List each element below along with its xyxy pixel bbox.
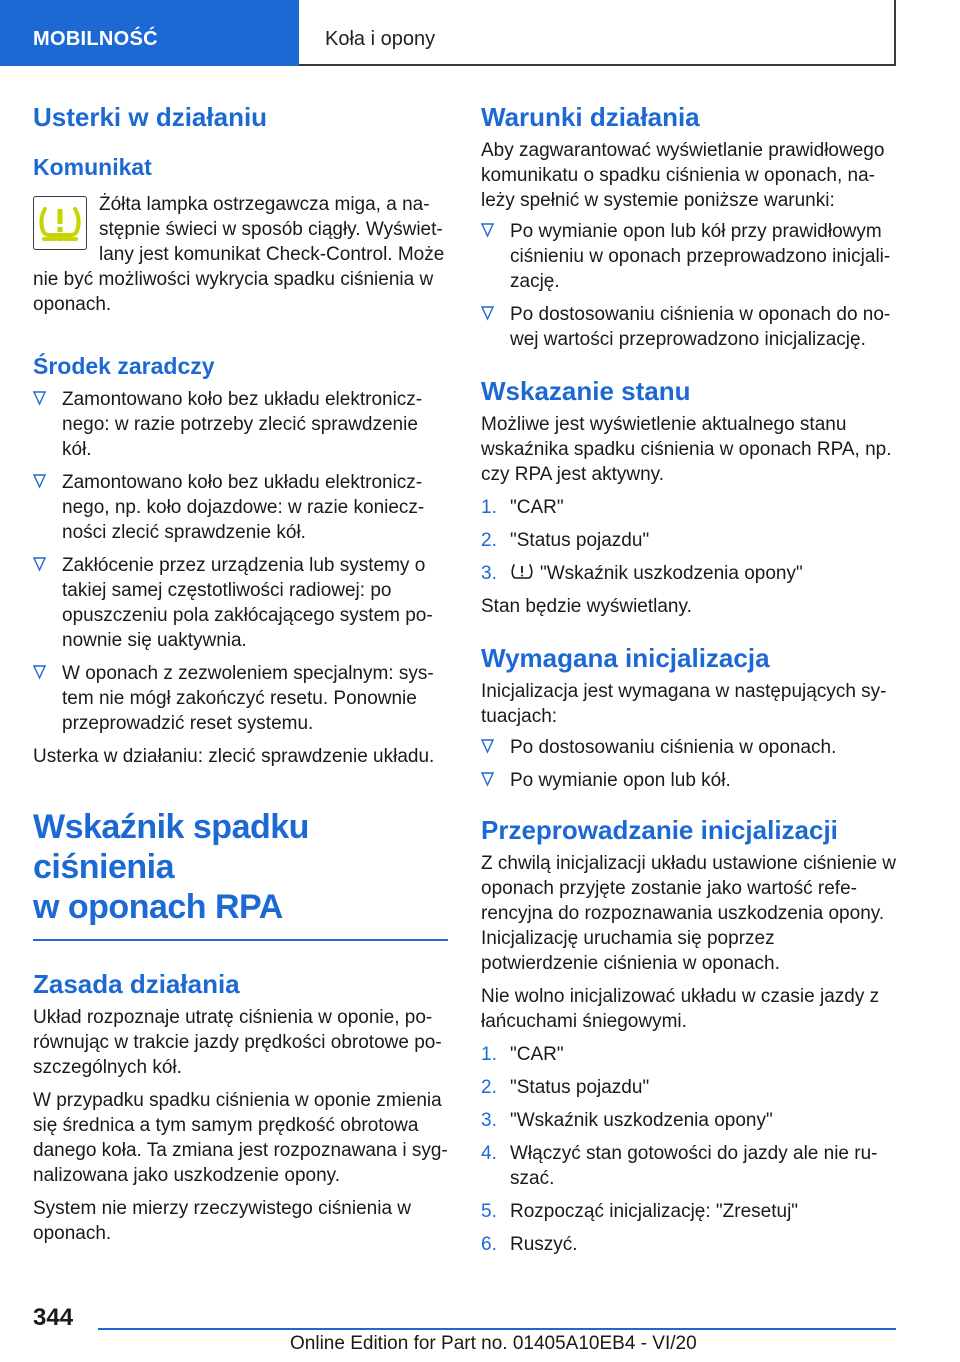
conditions-list	[481, 219, 897, 352]
heading-status: Wskazanie stanu	[481, 376, 691, 406]
list-item: Po wymianie opon lub kół przy prawidłowym ciśnieniu w oponach przeprowadzono inicjali-zację.	[481, 219, 897, 294]
triangle-bullet-icon	[481, 306, 494, 321]
left-column	[33, 100, 448, 1246]
right-column	[481, 100, 897, 1265]
perform-steps	[481, 1042, 897, 1257]
list-item: Zamontowano koło bez układu elektronicz-nego: w razie potrzeby zlecić sprawdzenie kół.	[33, 387, 448, 462]
list-item: 1. "CAR"	[481, 497, 564, 518]
heading-rpa: Wskaźnik spadku ciśnienia w oponach RPA	[33, 808, 309, 926]
section-title: Koła i opony	[311, 0, 896, 66]
required-intro: Inicjalizacja jest wymagana w następujących sy-tuacjach:	[481, 681, 887, 727]
remedy-footer: Usterka w działaniu: zlecić sprawdzenie układu.	[33, 746, 435, 767]
list-item: Po dostosowaniu ciśnienia w oponach.	[481, 735, 897, 760]
heading-required: Wymagana inicjalizacja	[481, 643, 770, 673]
principle-paragraph: W przypadku spadku ciśnienia w oponie zmienia się średnica a tym samym prędkość obrotowa danego koła. Ta zmiana jest rozpoznawana i syg-nalizowana jako uszkodzenie opony.	[33, 1090, 448, 1186]
status-steps	[481, 495, 897, 586]
heading-malfunction: Usterki w działaniu	[33, 102, 268, 132]
edition-note: Online Edition for Part no. 01405A10EB4 - VI/20	[290, 1333, 697, 1354]
heading-message: Komunikat	[33, 154, 152, 180]
triangle-bullet-icon	[33, 391, 46, 406]
triangle-bullet-icon	[481, 772, 494, 787]
list-item: W oponach z zezwoleniem specjalnym: sys-tem nie mógł zakończyć resetu. Ponownie przeprowadzić reset systemu.	[33, 661, 448, 736]
triangle-bullet-icon	[481, 223, 494, 238]
list-item: 5. Rozpocząć inicjalizację: "Zresetuj"	[481, 1201, 799, 1222]
chapter-tab: MOBILNOŚĆ	[0, 0, 299, 66]
list-item: Zakłócenie przez urządzenia lub systemy o takiej samej częstotliwości radiowej: po opuszczeniu pola zakłócającego system po-nownie się uaktywnia.	[33, 553, 448, 653]
principle-paragraph: Układ rozpoznaje utratę ciśnienia w oponie, po-równując w trakcie jazdy prędkości obrotowe po-szczególnych kół.	[33, 1007, 442, 1078]
required-list	[481, 735, 897, 793]
list-item: Zamontowano koło bez układu elektronicz-nego, np. koło dojazdowe: w razie koniecz-ności zlecić sprawdzenie kół.	[33, 470, 448, 545]
triangle-bullet-icon	[33, 474, 46, 489]
list-item: 1. "CAR"	[481, 1044, 564, 1065]
list-item: 3. "Wskaźnik uszkodzenia opony"	[481, 563, 803, 584]
list-item: 6. Ruszyć.	[481, 1234, 578, 1255]
heading-perform: Przeprowadzanie inicjalizacji	[481, 815, 838, 845]
perform-paragraph: Z chwilą inicjalizacji układu ustawione ciśnienie w oponach przyjęte zostanie jako wartość refe-rencyjna do rozpoznawania uszkodzenia opony. Inicjalizację uruchamia się poprzez potwierdzenie ciśnienia w oponach.	[481, 853, 897, 974]
tire-pressure-warning-icon	[510, 562, 534, 582]
conditions-intro: Aby zagwarantować wyświetlanie prawidłowego komunikatu o spadku ciśnienia w oponach, na-leży spełnić w systemie poniższe warunki:	[481, 140, 885, 211]
heading-principle: Zasada działania	[33, 969, 240, 999]
footer-divider	[98, 1328, 896, 1330]
message-block	[33, 192, 448, 317]
message-text: Żółta lampka ostrzegawcza miga, a na-stępnie świeci w sposób ciągły. Wyświet-lany jest komunikat Check-Control. Może nie być możliwości wykrycia spadku ciśnienia w oponach.	[33, 194, 445, 315]
triangle-bullet-icon	[33, 557, 46, 572]
header-divider	[299, 64, 311, 66]
list-item: Po wymianie opon lub kół.	[481, 768, 897, 793]
remedy-list	[33, 387, 448, 736]
heading-remedy: Środek zaradczy	[33, 353, 215, 379]
list-item: 3. "Wskaźnik uszkodzenia opony"	[481, 1110, 773, 1131]
list-item: 2. "Status pojazdu"	[481, 1077, 650, 1098]
list-item: 2. "Status pojazdu"	[481, 530, 650, 551]
triangle-bullet-icon	[33, 665, 46, 680]
triangle-bullet-icon	[481, 739, 494, 754]
heading-conditions: Warunki działania	[481, 102, 700, 132]
tire-pressure-warning-icon	[33, 196, 87, 250]
status-footer: Stan będzie wyświetlany.	[481, 596, 692, 617]
status-intro: Możliwe jest wyświetlenie aktualnego stanu wskaźnika spadku ciśnienia w oponach RPA, np. czy RPA jest aktywny.	[481, 414, 892, 485]
list-item: 4. Włączyć stan gotowości do jazdy ale nie ru-szać.	[481, 1143, 878, 1189]
perform-paragraph: Nie wolno inicjalizować układu w czasie jazdy z łańcuchami śniegowymi.	[481, 986, 880, 1032]
principle-paragraph: System nie mierzy rzeczywistego ciśnienia w oponach.	[33, 1198, 412, 1244]
list-item: Po dostosowaniu ciśnienia w oponach do no-wej wartości przeprowadzono inicjalizację.	[481, 302, 897, 352]
page-number: 344	[33, 1304, 74, 1331]
section-divider	[33, 939, 448, 941]
page-header	[0, 0, 960, 66]
